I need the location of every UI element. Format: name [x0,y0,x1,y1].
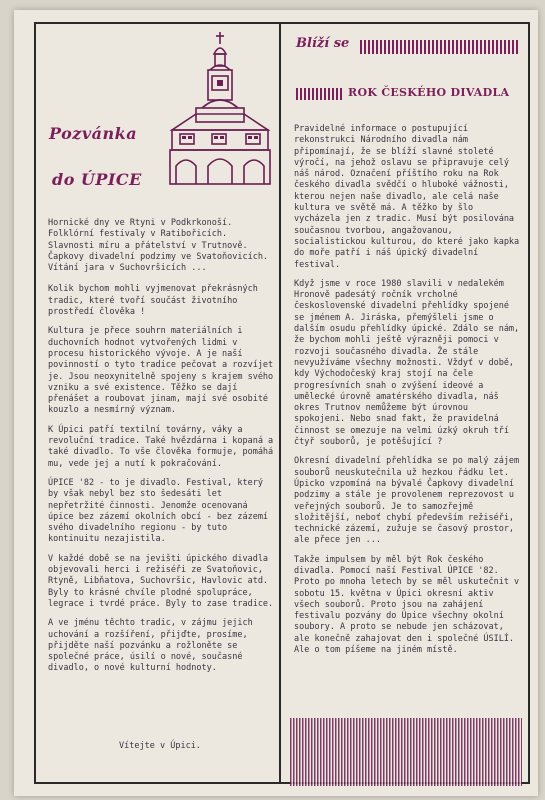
decorative-stripe [360,40,520,54]
page-frame [34,22,530,784]
right-article [294,124,520,664]
festival-list: Hornické dny ve Rtyni v Podkrkonoší. Folklórní festivaly v Ratibořicích. Slavnosti míru a přátelství v Trutnově. Čapkovy divadelní podzimy ve Svatoňovicích. Vítání jara v Suchovršicích ... [48,218,269,274]
left-column [44,26,276,751]
paragraph: A ve jménu těchto tradic, v zájmu jejich uchování a rozšíření, přijďte, prosíme, přijděte naší pozvánku a rožloněte se společné práce, úsilí o nové, současné divadlo, o nové kulturní hodnoty. [48,618,253,674]
decorative-stripe [296,88,342,100]
paragraph: Kolik bychom mohli vyjmenovat překrásných tradic, které tvoří součást životního prostředí člověka ! [48,284,258,318]
closing-signature: Vítejte v Úpici. [119,741,201,751]
paragraph: Když jsme v roce 1980 slavili v nedalekém Hronově padesátý ročník vrcholné československé divadelní přehlídky spojené se jménem A. Jiráska, přemýšleli jsme o dalším osudu přehlídky úpické. Zdálo se nám, že bychom mohli ještě výrazněji pomoci v rozvoji současného divadla. Že stále nevyužíváme všechny možnosti. Vždyť v době, kdy Východočeský kraj stojí na čele progresívních snah o zvýšení ideové a umělecké úrovně amatérského divadla, náš okres Trutnov nemůžeme být úrovnou spokojeni. Nebo snad fakt, že pravidelná činnost se omezuje na velmi úzký okruh tří čtyř souborů, je potěšující ? [294,278,520,448]
paragraph: Takže impulsem by měl být Rok českého divadla. Pomocí naší Festival ÚPICE '82. Proto po mnoha letech by se měl uskutečnit v sobotu 15. května v Úpici okresní aktiv všech souborů. Proto jsou na zahájení festivalu pozvány do Úpice všechny okolní soubory. A proto se nebude jen scházovat, ale konečně zahajovat den i společné ÚSILÍ. Ale o tom píšeme na jiném místě. [294,554,520,656]
section-kicker: Blíží se [296,36,350,51]
town-hall-illustration [162,30,274,188]
paragraph: ÚPICE '82 - to je divadlo. Festival, který by však nebyl bez sto šedesáti let nepřetržité činnosti. Jenomže ocenovaná úpice bez zázemí okolních obcí - bez zázemí svého divadelního regionu - by tuto kontinuitu nezajistila. [48,477,269,545]
paragraph: Okresní divadelní přehlídka se po malý zájem souborů neuskutečnila už hezkou řádku let. Úpicko vzpomíná na bývalé Čapkovy divadelní podzimy a stále je provolenem reprezovost u veřejných souborů. Je to samozřejmě složitější, neboť chybí především režiséři, technické zázemí, zužuje se časový prostor, ale přece jen ... [294,456,520,546]
column-divider [279,24,281,782]
document-page [14,10,538,796]
invitation-subtitle: do ÚPICE [52,170,142,189]
paragraph: K Úpici patří textilní továrny, váky a revoluční tradice. Také hvězdárna i kopaná a také divadlo. To vše člověka formuje, pomáhá mu, vede jej a nutí k pokračování. [48,424,274,469]
left-article [48,218,278,683]
section-title: ROK ČESKÉHO DIVADLA [348,86,510,99]
paragraph: Kultura je přece souhrn materiálních i duchovních hodnot vytvořených lidmi v procesu historického vývoje. A je naší povinností o tyto tradice pečovat a rozvíjet je. Jsou neoxynitelně spojeny s krajem svého vzniku a své existence. Těžko se dají přenášet a roubovat jinam, mají své osobité kouzlo a nesmírný význam. [48,326,274,416]
left-header [44,26,276,236]
decorative-hatched-band [290,718,522,786]
paragraph: Pravidelné informace o postupující rekonstrukci Národního divadla nám připomínají, že se blíží slavné stoleté výročí, na jehož oslavu se připravuje celý náš národ. Označení příštího roku na Rok českého divadla svědčí o hluboké vážnosti, kterou nejen naše divadlo, ale celá naše kultura ve světě má. A těžko by šlo vycházela jen z tradic. Musí být posilována současnou tvorbou, angažovanou, socialistickou kulturou, do které jako kapka do moře patří i náš úpický divadelní festival. [294,124,520,270]
invitation-title: Pozvánka [49,124,138,143]
paragraph: V každé době se na jevišti úpického divadla objevovali herci i režiséři ze Svatoňovic, Rtyně, Libňatova, Suchovršic, Havlovic atd. Byly to krásné chvíle plodné spolupráce, legrace i tvrdé práce. Byly to zase tradice. [48,553,274,609]
